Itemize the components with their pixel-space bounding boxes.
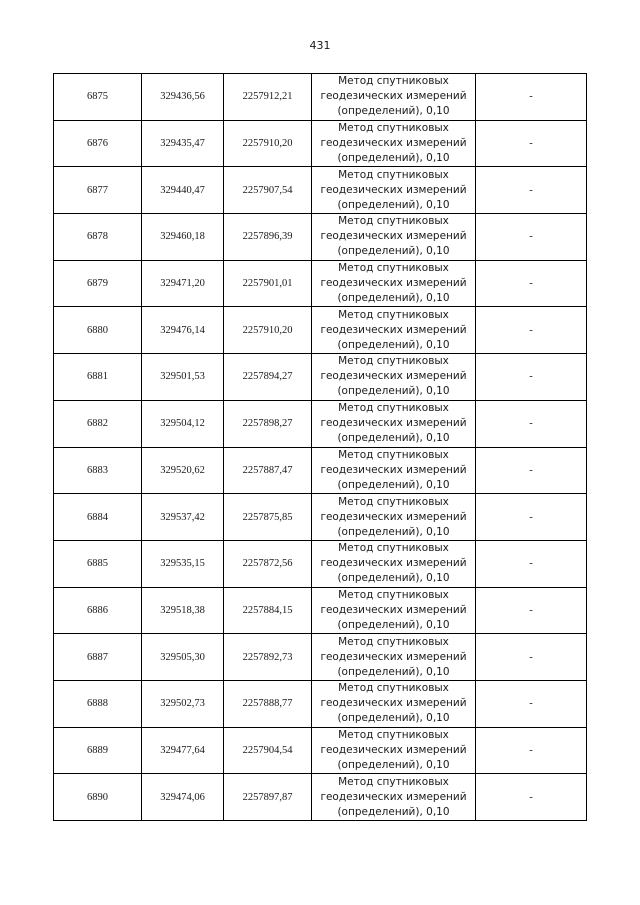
method-line: (определений), 0,10 xyxy=(337,665,450,678)
method-line: геодезических измерений xyxy=(320,370,467,383)
point-number-cell: 6888 xyxy=(54,680,142,727)
x-coordinate-cell: 329460,18 xyxy=(142,214,224,261)
method-line: (определений), 0,10 xyxy=(337,758,450,771)
x-coordinate-cell: 329505,30 xyxy=(142,634,224,681)
point-number-cell: 6890 xyxy=(54,774,142,821)
y-coordinate-cell: 2257872,56 xyxy=(224,540,312,587)
point-number-cell: 6879 xyxy=(54,260,142,307)
coordinates-table-body xyxy=(54,74,587,821)
table-row xyxy=(54,74,587,121)
note-cell: - xyxy=(476,727,587,774)
x-coordinate-cell: 329504,12 xyxy=(142,400,224,447)
y-coordinate-cell: 2257910,20 xyxy=(224,120,312,167)
method-line: геодезических измерений xyxy=(320,510,467,523)
method-line: (определений), 0,10 xyxy=(337,105,450,118)
y-coordinate-cell: 2257912,21 xyxy=(224,74,312,121)
table-row xyxy=(54,354,587,401)
table-row xyxy=(54,727,587,774)
x-coordinate-cell: 329520,62 xyxy=(142,447,224,494)
x-coordinate-cell: 329502,73 xyxy=(142,680,224,727)
table-row xyxy=(54,774,587,821)
y-coordinate-cell: 2257897,87 xyxy=(224,774,312,821)
method-cell xyxy=(312,634,476,681)
x-coordinate-cell: 329435,47 xyxy=(142,120,224,167)
method-line: (определений), 0,10 xyxy=(337,712,450,725)
method-line: геодезических измерений xyxy=(320,90,467,103)
method-line: геодезических измерений xyxy=(320,137,467,150)
table-row xyxy=(54,494,587,541)
y-coordinate-cell: 2257888,77 xyxy=(224,680,312,727)
method-line: (определений), 0,10 xyxy=(337,198,450,211)
method-cell xyxy=(312,307,476,354)
x-coordinate-cell: 329436,56 xyxy=(142,74,224,121)
table-row xyxy=(54,587,587,634)
y-coordinate-cell: 2257904,54 xyxy=(224,727,312,774)
method-line: геодезических измерений xyxy=(320,463,467,476)
x-coordinate-cell: 329477,64 xyxy=(142,727,224,774)
note-cell: - xyxy=(476,400,587,447)
method-cell xyxy=(312,540,476,587)
x-coordinate-cell: 329476,14 xyxy=(142,307,224,354)
table-row xyxy=(54,260,587,307)
method-cell xyxy=(312,74,476,121)
method-line: Метод спутниковых xyxy=(338,588,449,601)
method-line: геодезических измерений xyxy=(320,790,467,803)
method-line: Метод спутниковых xyxy=(338,308,449,321)
x-coordinate-cell: 329537,42 xyxy=(142,494,224,541)
method-cell xyxy=(312,120,476,167)
method-line: геодезических измерений xyxy=(320,230,467,243)
method-line: Метод спутниковых xyxy=(338,75,449,88)
method-cell xyxy=(312,447,476,494)
method-line: Метод спутниковых xyxy=(338,542,449,555)
y-coordinate-cell: 2257892,73 xyxy=(224,634,312,681)
method-line: (определений), 0,10 xyxy=(337,525,450,538)
method-line: (определений), 0,10 xyxy=(337,338,450,351)
method-cell xyxy=(312,680,476,727)
method-line: (определений), 0,10 xyxy=(337,152,450,165)
method-line: геодезических измерений xyxy=(320,743,467,756)
y-coordinate-cell: 2257901,01 xyxy=(224,260,312,307)
method-line: Метод спутниковых xyxy=(338,355,449,368)
x-coordinate-cell: 329474,06 xyxy=(142,774,224,821)
method-line: Метод спутниковых xyxy=(338,215,449,228)
point-number-cell: 6887 xyxy=(54,634,142,681)
method-cell xyxy=(312,494,476,541)
method-line: Метод спутниковых xyxy=(338,775,449,788)
point-number-cell: 6885 xyxy=(54,540,142,587)
x-coordinate-cell: 329535,15 xyxy=(142,540,224,587)
note-cell: - xyxy=(476,774,587,821)
note-cell: - xyxy=(476,494,587,541)
point-number-cell: 6880 xyxy=(54,307,142,354)
method-cell xyxy=(312,400,476,447)
method-line: геодезических измерений xyxy=(320,417,467,430)
note-cell: - xyxy=(476,354,587,401)
method-cell xyxy=(312,167,476,214)
note-cell: - xyxy=(476,260,587,307)
y-coordinate-cell: 2257898,27 xyxy=(224,400,312,447)
method-cell xyxy=(312,774,476,821)
table-row xyxy=(54,214,587,261)
method-line: (определений), 0,10 xyxy=(337,618,450,631)
page-number: 431 xyxy=(309,39,331,52)
table-row xyxy=(54,307,587,354)
method-line: Метод спутниковых xyxy=(338,448,449,461)
note-cell: - xyxy=(476,307,587,354)
method-line: геодезических измерений xyxy=(320,603,467,616)
method-line: (определений), 0,10 xyxy=(337,245,450,258)
method-line: (определений), 0,10 xyxy=(337,572,450,585)
point-number-cell: 6877 xyxy=(54,167,142,214)
note-cell: - xyxy=(476,680,587,727)
point-number-cell: 6878 xyxy=(54,214,142,261)
point-number-cell: 6884 xyxy=(54,494,142,541)
method-cell xyxy=(312,260,476,307)
method-line: геодезических измерений xyxy=(320,183,467,196)
method-line: Метод спутниковых xyxy=(338,495,449,508)
y-coordinate-cell: 2257875,85 xyxy=(224,494,312,541)
method-cell xyxy=(312,214,476,261)
method-line: геодезических измерений xyxy=(320,697,467,710)
method-line: Метод спутниковых xyxy=(338,402,449,415)
note-cell: - xyxy=(476,447,587,494)
table-row xyxy=(54,634,587,681)
point-number-cell: 6882 xyxy=(54,400,142,447)
y-coordinate-cell: 2257907,54 xyxy=(224,167,312,214)
method-cell xyxy=(312,727,476,774)
method-line: (определений), 0,10 xyxy=(337,805,450,818)
method-cell xyxy=(312,354,476,401)
method-line: Метод спутниковых xyxy=(338,728,449,741)
table-row xyxy=(54,680,587,727)
method-line: (определений), 0,10 xyxy=(337,478,450,491)
method-line: геодезических измерений xyxy=(320,557,467,570)
table-row xyxy=(54,447,587,494)
x-coordinate-cell: 329518,38 xyxy=(142,587,224,634)
method-line: Метод спутниковых xyxy=(338,122,449,135)
table-row xyxy=(54,400,587,447)
method-line: (определений), 0,10 xyxy=(337,385,450,398)
method-line: Метод спутниковых xyxy=(338,168,449,181)
point-number-cell: 6876 xyxy=(54,120,142,167)
y-coordinate-cell: 2257884,15 xyxy=(224,587,312,634)
x-coordinate-cell: 329440,47 xyxy=(142,167,224,214)
method-line: Метод спутниковых xyxy=(338,262,449,275)
note-cell: - xyxy=(476,120,587,167)
table-row xyxy=(54,167,587,214)
x-coordinate-cell: 329501,53 xyxy=(142,354,224,401)
note-cell: - xyxy=(476,74,587,121)
method-cell xyxy=(312,587,476,634)
method-line: Метод спутниковых xyxy=(338,635,449,648)
coordinates-table xyxy=(53,73,587,821)
note-cell: - xyxy=(476,587,587,634)
point-number-cell: 6889 xyxy=(54,727,142,774)
method-line: Метод спутниковых xyxy=(338,682,449,695)
point-number-cell: 6886 xyxy=(54,587,142,634)
note-cell: - xyxy=(476,214,587,261)
y-coordinate-cell: 2257910,20 xyxy=(224,307,312,354)
table-row xyxy=(54,540,587,587)
point-number-cell: 6875 xyxy=(54,74,142,121)
note-cell: - xyxy=(476,634,587,681)
point-number-cell: 6881 xyxy=(54,354,142,401)
note-cell: - xyxy=(476,167,587,214)
method-line: (определений), 0,10 xyxy=(337,292,450,305)
table-row xyxy=(54,120,587,167)
method-line: геодезических измерений xyxy=(320,650,467,663)
y-coordinate-cell: 2257887,47 xyxy=(224,447,312,494)
note-cell: - xyxy=(476,540,587,587)
x-coordinate-cell: 329471,20 xyxy=(142,260,224,307)
point-number-cell: 6883 xyxy=(54,447,142,494)
y-coordinate-cell: 2257896,39 xyxy=(224,214,312,261)
method-line: (определений), 0,10 xyxy=(337,432,450,445)
method-line: геодезических измерений xyxy=(320,277,467,290)
method-line: геодезических измерений xyxy=(320,323,467,336)
y-coordinate-cell: 2257894,27 xyxy=(224,354,312,401)
